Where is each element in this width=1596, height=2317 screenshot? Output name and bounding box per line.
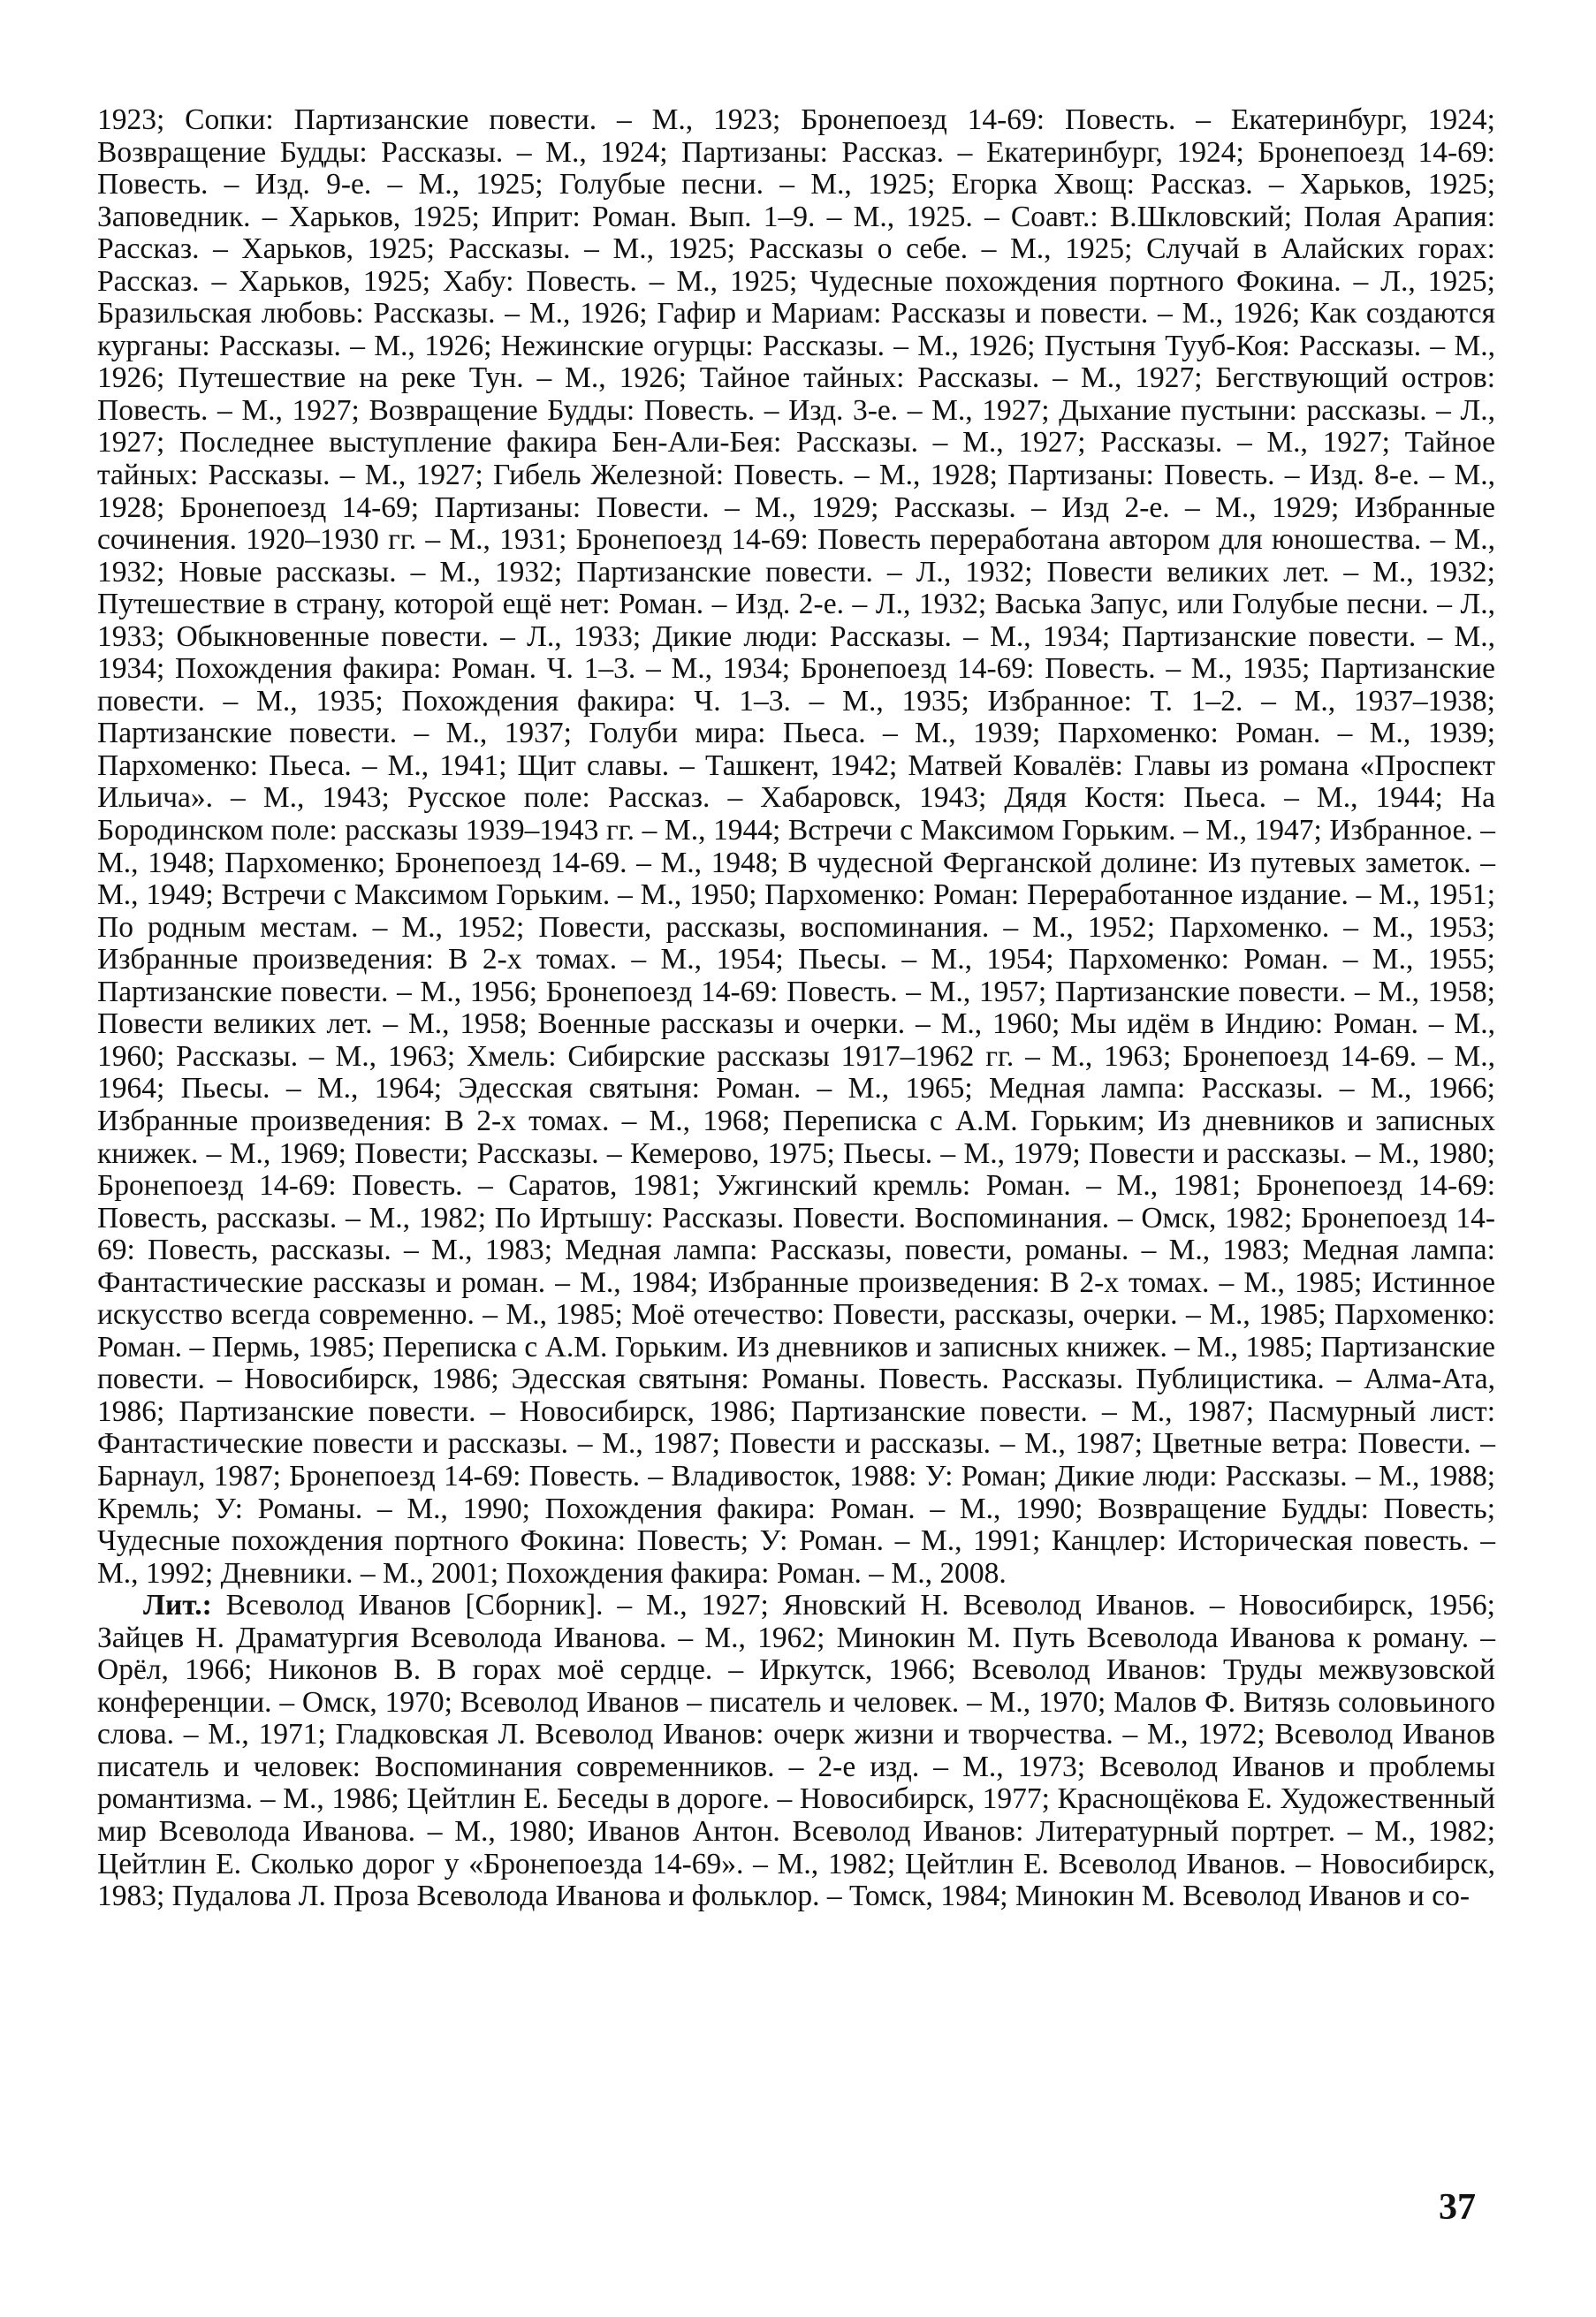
literature-text: Всеволод Иванов [Сборник]. – М., 1927; Яновский Н. Всеволод Иванов. – Новосибирск, 1956; Зайцев Н. Драматургия Всеволода Иванова. – М., 1962; Минокин М. Путь Всеволода Иванова к роману. – Орёл, 1966; Никонов В. В горах моё сердце. – Иркутск, 1966; Всеволод Иванов: Труды межвузовской конференции. – Омск, 1970; Всеволод Иванов – писатель и человек. – М., 1970; Малов Ф. Витязь соловьиного слова. – М., 1971; Гладковская Л. Всеволод Иванов: очерк жизни и творчества. – М., 1972; Всеволод Иванов писатель и человек: Воспоминания современников. – 2-е изд. – М., 1973; Всеволод Иванов и проблемы романтизма. – М., 1986; Цейтлин Е. Беседы в дороге. – Новосибирск, 1977; Краснощёкова Е. Художественный мир Всеволода Иванова. – М., 1980; Иванов Антон. Всеволод Иванов: Литературный портрет. – М., 1982; Цейтлин Е. Сколько дорог у «Бронепоезда 14-69». – М., 1982; Цейтлин Е. Всеволод Иванов. – Новосибирск, 1983; Пудалова Л. Проза Всеволода Иванова и фольклор. – Томск, 1984; Минокин М. Всеволод Иванов и со- (97, 1589, 1495, 1913)
literature-label: Лит.: (143, 1589, 212, 1622)
literature-paragraph (97, 1590, 1495, 1912)
works-bibliography-paragraph: 1923; Сопки: Партизанские повести. – М., 1923; Бронепоезд 14-69: Повесть. – Екатеринбург, 1924; Возвращение Будды: Рассказы. – М., 1924; Партизаны: Рассказ. – Екатеринбург, 1924; Бронепоезд 14-69: Повесть. – Изд. 9-е. – М., 1925; Голубые песни. – М., 1925; Егорка Хвощ: Рассказ. – Харьков, 1925; Заповедник. – Харьков, 1925; Иприт: Роман. Вып. 1–9. – М., 1925. – Соавт.: В.Шкловский; Полая Арапия: Рассказ. – Харьков, 1925; Рассказы. – М., 1925; Рассказы о себе. – М., 1925; Случай в Алайских горах: Рассказ. – Харьков, 1925; Хабу: Повесть. – М., 1925; Чудесные похождения портного Фокина. – Л., 1925; Бразильская любовь: Рассказы. – М., 1926; Гафир и Мариам: Рассказы и повести. – М., 1926; Как создаются курганы: Рассказы. – М., 1926; Нежинские огурцы: Рассказы. – М., 1926; Пустыня Тууб-Коя: Рассказы. – М., 1926; Путешествие на реке Тун. – М., 1926; Тайное тайных: Рассказы. – М., 1927; Бегствующий остров: Повесть. – М., 1927; Возвращение Будды: Повесть. – Изд. 3-е. – М., 1927; Дыхание пустыни: рассказы. – Л., 1927; Последнее выступление факира Бен-Али-Бея: Рассказы. – М., 1927; Рассказы. – М., 1927; Тайное тайных: Рассказы. – М., 1927; Гибель Железной: Повесть. – М., 1928; Партизаны: Повесть. – Изд. 8-е. – М., 1928; Бронепоезд 14-69; Партизаны: Повести. – М., 1929; Рассказы. – Изд 2-е. – М., 1929; Избранные сочинения. 1920–1930 гг. – М., 1931; Бронепоезд 14-69: Повесть переработана автором для юношества. – М., 1932; Новые рассказы. – М., 1932; Партизанские повести. – Л., 1932; Повести великих лет. – М., 1932; Путешествие в страну, которой ещё нет: Роман. – Изд. 2-е. – Л., 1932; Васька Запус, или Голубые песни. – Л., 1933; Обыкновенные повести. – Л., 1933; Дикие люди: Рассказы. – М., 1934; Партизанские повести. – М., 1934; Похождения факира: Роман. Ч. 1–3. – М., 1934; Бронепоезд 14-69: Повесть. – М., 1935; Партизанские повести. – М., 1935; Похождения факира: Ч. 1–3. – М., 1935; Избранное: Т. 1–2. – М., 1937–1938; Партизанские повести. – М., 1937; Голуби мира: Пьеса. – М., 1939; Пархоменко: Роман. – М., 1939; Пархоменко: Пьеса. – М., 1941; Щит славы. – Ташкент, 1942; Матвей Ковалёв: Главы из романа «Проспект Ильича». – М., 1943; Русское поле: Рассказ. – Хабаровск, 1943; Дядя Костя: Пьеса. – М., 1944; На Бородинском поле: рассказы 1939–1943 гг. – М., 1944; Встречи с Максимом Горьким. – М., 1947; Избранное. – М., 1948; Пархоменко; Бронепоезд 14-69. – М., 1948; В чудесной Ферганской долине: Из путевых заметок. – М., 1949; Встречи с Максимом Горьким. – М., 1950; Пархоменко: Роман: Переработанное издание. – М., 1951; По родным местам. – М., 1952; Повести, рассказы, воспоминания. – М., 1952; Пархоменко. – М., 1953; Избранные произведения: В 2-х томах. – М., 1954; Пьесы. – М., 1954; Пархоменко: Роман. – М., 1955; Партизанские повести. – М., 1956; Бронепоезд 14-69: Повесть. – М., 1957; Партизанские повести. – М., 1958; Повести великих лет. – М., 1958; Военные рассказы и очерки. – М., 1960; Мы идём в Индию: Роман. – М., 1960; Рассказы. – М., 1963; Хмель: Сибирские рассказы 1917–1962 гг. – М., 1963; Бронепоезд 14-69. – М., 1964; Пьесы. – М., 1964; Эдесская святыня: Роман. – М., 1965; Медная лампа: Рассказы. – М., 1966; Избранные произведения: В 2-х томах. – М., 1968; Переписка с А.М. Горьким; Из дневников и записных книжек. – М., 1969; Повести; Рассказы. – Кемерово, 1975; Пьесы. – М., 1979; Повести и рассказы. – М., 1980; Бронепоезд 14-69: Повесть. – Саратов, 1981; Ужгинский кремль: Роман. – М., 1981; Бронепоезд 14-69: Повесть, рассказы. – М., 1982; По Иртышу: Рассказы. Повести. Воспоминания. – Омск, 1982; Бронепоезд 14-69: Повесть, рассказы. – М., 1983; Медная лампа: Рассказы, повести, романы. – М., 1983; Медная лампа: Фантастические рассказы и роман. – М., 1984; Избранные произведения: В 2-х томах. – М., 1985; Истинное искусство всегда современно. – М., 1985; Моё отечество: Повести, рассказы, очерки. – М., 1985; Пархоменко: Роман. – Пермь, 1985; Переписка с А.М. Горьким. Из дневников и записных книжек. – М., 1985; Партизанские повести. – Новосибирск, 1986; Эдесская святыня: Романы. Повесть. Рассказы. Публицистика. – Алма-Ата, 1986; Партизанские повести. – Новосибирск, 1986; Партизанские повести. – М., 1987; Пасмурный лист: Фантастические повести и рассказы. – М., 1987; Повести и рассказы. – М., 1987; Цветные ветра: Повести. – Барнаул, 1987; Бронепоезд 14-69: Повесть. – Владивосток, 1988: У: Роман; Дикие люди: Рассказы. – М., 1988; Кремль; У: Романы. – М., 1990; Похождения факира: Роман. – М., 1990; Возвращение Будды: Повесть; Чудесные похождения портного Фокина: Повесть; У: Роман. – М., 1991; Канцлер: Историческая повесть. – М., 1992; Дневники. – М., 2001; Похождения факира: Роман. – М., 2008. (97, 103, 1495, 1590)
page-number: 37 (1439, 2187, 1476, 2228)
text-column (97, 104, 1495, 1913)
